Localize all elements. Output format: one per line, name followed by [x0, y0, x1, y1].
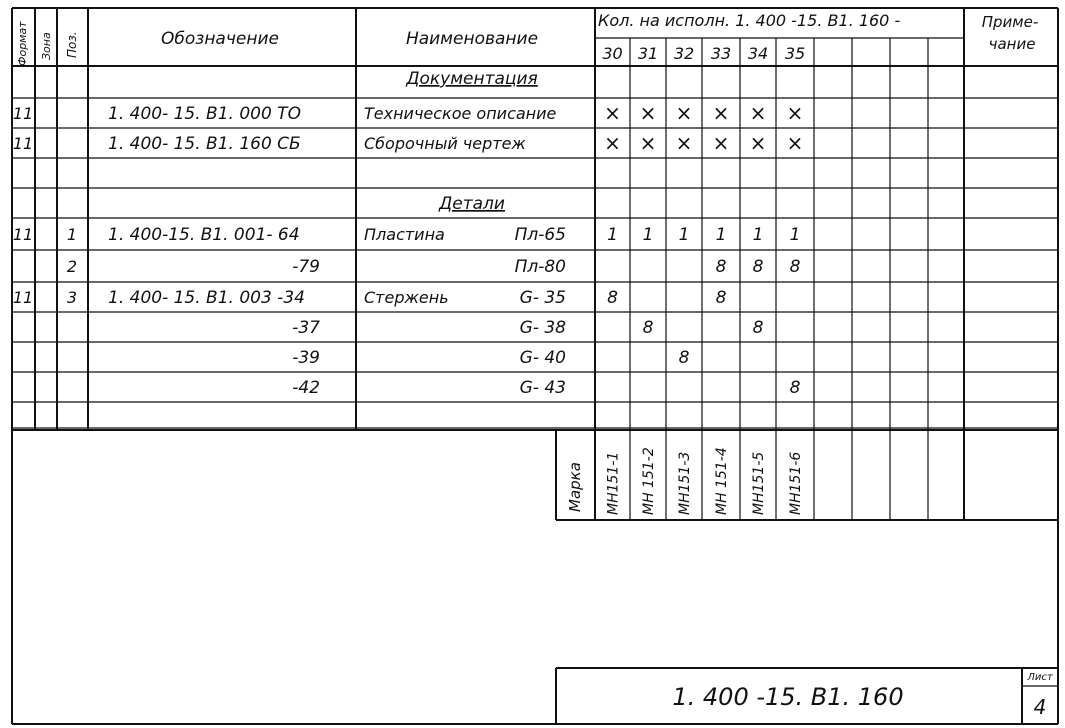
row-name: Пластина	[364, 225, 445, 244]
table-row	[13, 225, 801, 245]
variant-header-34: 34	[747, 44, 769, 63]
col-note-header-2: чание	[988, 35, 1036, 53]
row-position: 3	[66, 288, 78, 307]
row-designation: 1. 400- 15. В1. 160 СБ	[108, 134, 301, 154]
mark-values	[606, 447, 805, 515]
row-qty-30: 8	[607, 288, 618, 308]
mark-row	[566, 447, 804, 515]
col-zone-header: Зона	[40, 32, 53, 60]
row-qty-30: ×	[604, 131, 621, 155]
table-row	[13, 101, 804, 125]
row-qty-32: ×	[675, 101, 693, 125]
row-qty-33: ×	[712, 131, 730, 155]
row-qty-31: 8	[642, 318, 654, 338]
section-details: Детали	[439, 194, 505, 214]
title-block	[672, 672, 1053, 719]
table-row	[13, 131, 804, 155]
mark-value: МН151-3	[677, 451, 693, 515]
row-qty-35: ×	[786, 131, 804, 155]
row-qty-34: 8	[752, 257, 764, 277]
row-format: 11	[12, 104, 34, 123]
mark-value: МН151-6	[788, 451, 804, 515]
table-row	[67, 257, 801, 277]
row-qty-31: ×	[639, 101, 657, 125]
sheet-number: 4	[1033, 695, 1047, 719]
col-name-header: Наименование	[405, 29, 539, 49]
col-note-header-1: Приме-	[981, 13, 1039, 31]
mark-label: Марка	[566, 462, 584, 512]
row-qty-35: ×	[786, 101, 804, 125]
row-designation: -42	[292, 378, 320, 398]
row-qty-30: 1	[607, 225, 618, 245]
row-qty-35: 8	[789, 257, 801, 277]
mark-value: МН151-5	[751, 451, 767, 515]
variant-header-32: 32	[673, 44, 695, 63]
row-format: 11	[12, 288, 34, 307]
row-qty-33: 8	[715, 257, 727, 277]
row-designation: 1. 400- 15. В1. 003 -34	[108, 288, 305, 308]
row-designation: -39	[292, 348, 320, 368]
col-pos-header: Поз.	[65, 31, 79, 58]
section-documentation: Документация	[406, 69, 538, 89]
qty-per-version-header: Кол. на исполн. 1. 400 -15. В1. 160 -	[598, 11, 901, 30]
row-size: G- 40	[519, 348, 566, 368]
mark-value: МН 151-2	[641, 447, 657, 515]
row-format: 11	[12, 225, 34, 244]
row-size: G- 43	[519, 378, 566, 398]
drawing-code: 1. 400 -15. В1. 160	[672, 683, 904, 711]
row-qty-35: 8	[789, 378, 801, 398]
row-designation: -79	[292, 257, 320, 277]
table-row	[292, 378, 800, 398]
row-size: Пл-80	[514, 257, 566, 277]
row-qty-33: 1	[715, 225, 727, 245]
row-qty-35: 1	[789, 225, 801, 245]
variant-headers	[602, 44, 805, 63]
mark-value: МН 151-4	[714, 447, 730, 515]
row-qty-30: ×	[604, 101, 621, 125]
row-designation: 1. 400- 15. В1. 000 ТО	[108, 104, 301, 124]
row-position: 1	[66, 225, 78, 244]
table-row	[292, 318, 763, 338]
variant-header-31: 31	[637, 44, 659, 63]
row-name: Стержень	[364, 288, 449, 307]
row-position: 2	[66, 257, 78, 276]
row-qty-34: ×	[749, 131, 767, 155]
row-qty-31: 1	[642, 225, 654, 245]
row-qty-32: 8	[678, 348, 690, 368]
row-qty-32: ×	[675, 131, 693, 155]
variant-header-33: 33	[710, 44, 732, 63]
sheet-label: Лист	[1027, 672, 1053, 683]
row-qty-34: ×	[749, 101, 767, 125]
variant-header-35: 35	[784, 44, 806, 63]
row-format: 11	[12, 134, 34, 153]
row-qty-33: 8	[715, 288, 727, 308]
table-row	[13, 288, 727, 308]
row-size: G- 35	[519, 288, 566, 308]
row-designation: 1. 400-15. В1. 001- 64	[108, 225, 300, 245]
row-size: Пл-65	[514, 225, 566, 245]
row-qty-33: ×	[712, 101, 730, 125]
variant-header-30: 30	[602, 44, 623, 63]
row-qty-34: 1	[752, 225, 764, 245]
col-designation-header: Обозначение	[161, 29, 279, 49]
row-qty-34: 8	[752, 318, 764, 338]
mark-value: МН151-1	[605, 451, 622, 515]
col-format-header: Формат	[16, 21, 29, 66]
row-qty-32: 1	[678, 225, 690, 245]
row-size: G- 38	[519, 318, 566, 338]
row-name: Техническое описание	[364, 104, 557, 123]
row-designation: -37	[292, 318, 320, 338]
row-name: Сборочный чертеж	[364, 134, 526, 153]
row-qty-31: ×	[639, 131, 657, 155]
